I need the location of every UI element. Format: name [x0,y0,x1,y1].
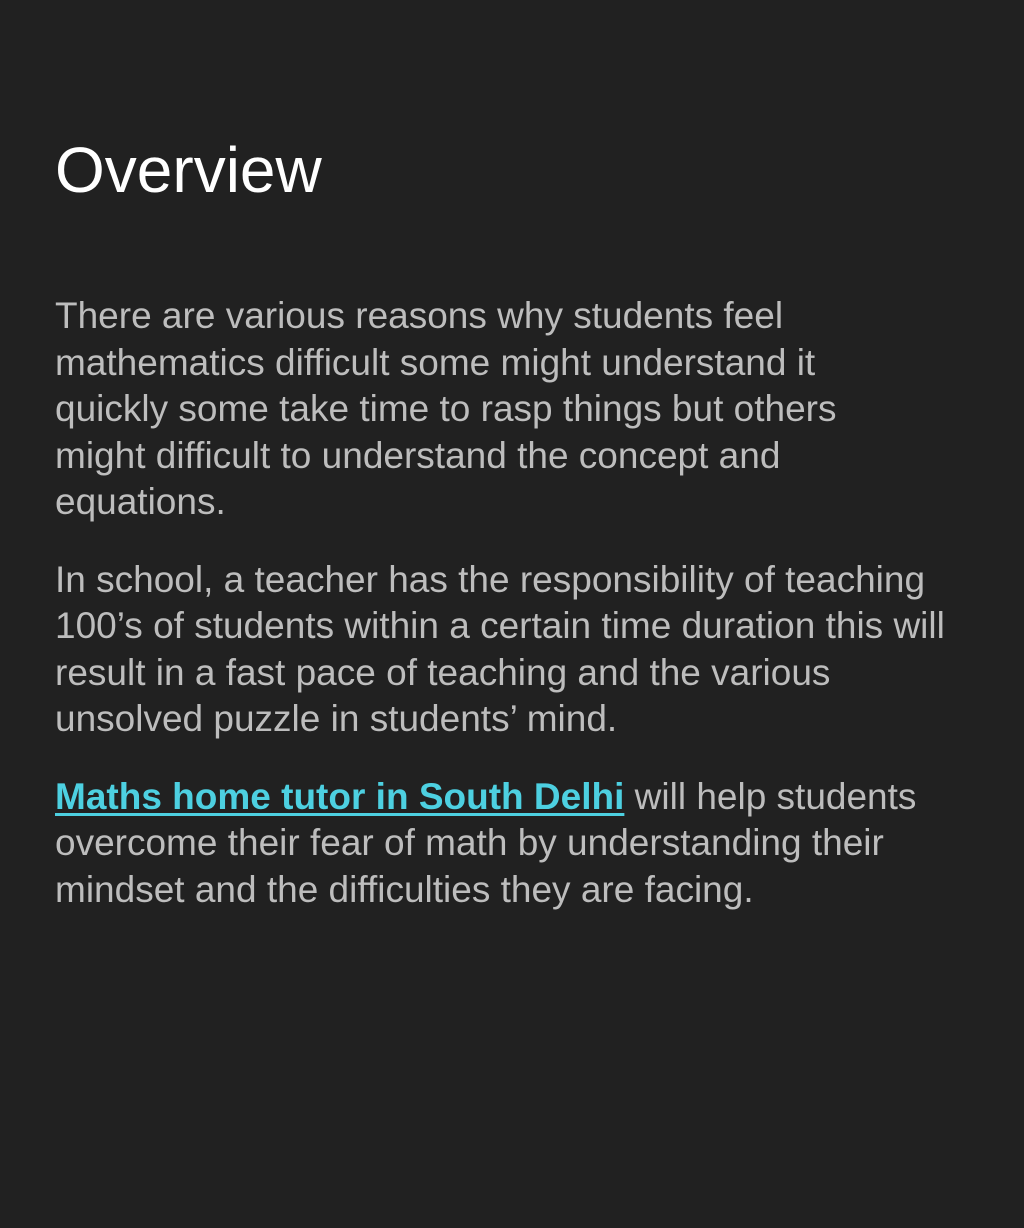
paragraph-reasons: There are various reasons why students feel mathematics difficult some might understand it quickly some take time to rasp things but others might difficult to understand the concept and equations. [55,295,837,522]
slide-title: Overview [55,134,322,206]
slide-body [55,293,985,913]
paragraph-closing [55,774,925,914]
paragraph-school: In school, a teacher has the responsibility of teaching 100’s of students within a certain time duration this will result in a fast pace of teaching and the various unsolved puzzle in students’ mind. [55,558,945,739]
closing-text: will help students overcome their fear of math by understanding their mindset and the difficulties they are facing. [55,775,917,910]
tutor-link[interactable]: Maths home tutor in South Delhi [55,775,625,817]
